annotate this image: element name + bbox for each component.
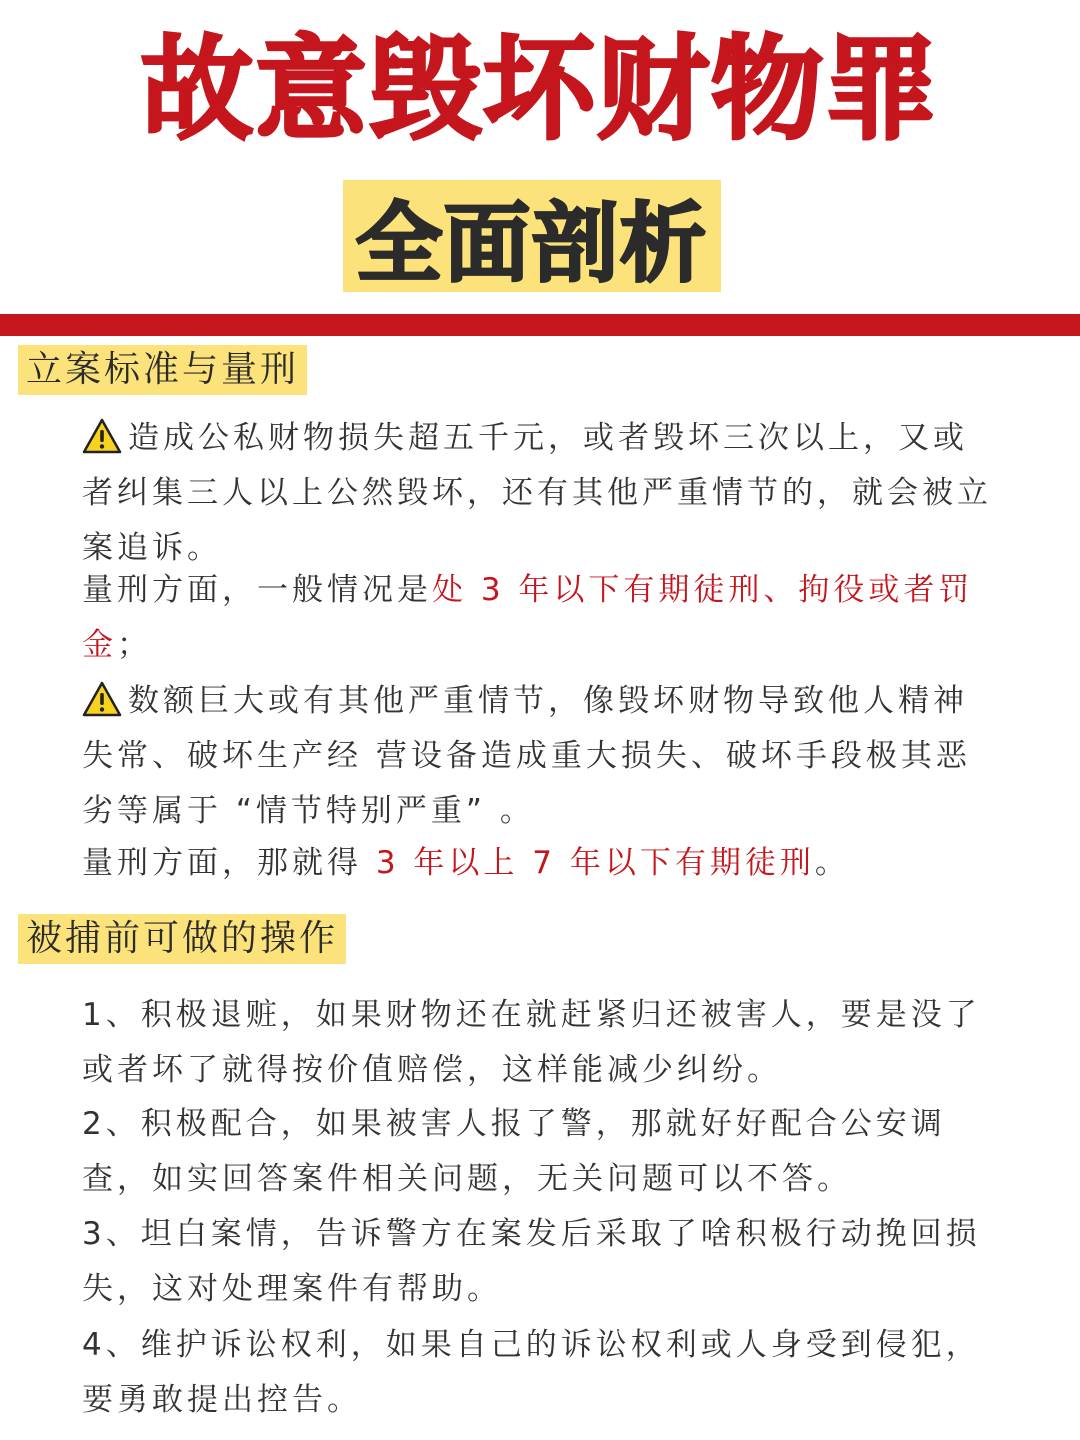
subtitle-highlight [343,180,721,292]
warning-icon [82,418,122,454]
list-item: 2、积极配合，如果被害人报了警，那就好好配合公安调查，如实回答案件相关问题，无关问题可以不答。 [82,1106,946,1197]
serious-sentencing-highlight: 3 年以上 7 年以下有期徒刑 [375,845,815,881]
sentencing-highlight: 处 3 年以下有期徒刑、拘役或者罚金 [82,572,974,663]
section-heading-before-arrest: 被捕前可做的操作 [18,914,346,964]
paragraph-sentencing-general [82,563,1002,673]
sentencing-prefix: 量刑方面，一般情况是 [82,572,432,608]
serious-circumstances-text: 数额巨大或有其他严重情节，像毁坏财物导致他人精神失常、破坏生产经 营设备造成重大损失、破坏手段极其恶劣等属于 “情节特别严重” 。 [82,683,971,829]
warning-icon [82,681,122,717]
serious-sentencing-suffix: 。 [814,845,850,881]
filing-criteria-text: 造成公私财物损失超五千元，或者毁坏三次以上，又或者纠集三人以上公然毁坏，还有其他严重情节的，就会被立案追诉。 [82,420,992,566]
list-item: 4、维护诉讼权利，如果自己的诉讼权利或人身受到侵犯，要勇敢提出控告。 [82,1327,981,1418]
list-item: 1、积极退赃，如果财物还在就赶紧归还被害人，要是没了或者坏了就得按价值赔偿，这样能减少纠纷。 [82,997,981,1088]
list-item: 3、坦白案情，告诉警方在案发后采取了啥积极行动挽回损失，这对处理案件有帮助。 [82,1216,981,1307]
divider-bar [0,314,1080,336]
section-heading-standards: 立案标准与量刑 [18,345,307,395]
paragraph-serious-circumstances [82,674,1002,839]
paragraph-sentencing-serious [82,836,1002,891]
paragraph-filing-criteria [82,411,1002,576]
serious-sentencing-prefix: 量刑方面，那就得 [82,845,376,881]
page-title: 故意毁坏财物罪 [141,25,939,155]
sentencing-suffix: ； [117,627,152,663]
page-subtitle: 全面剖析 [356,194,708,294]
